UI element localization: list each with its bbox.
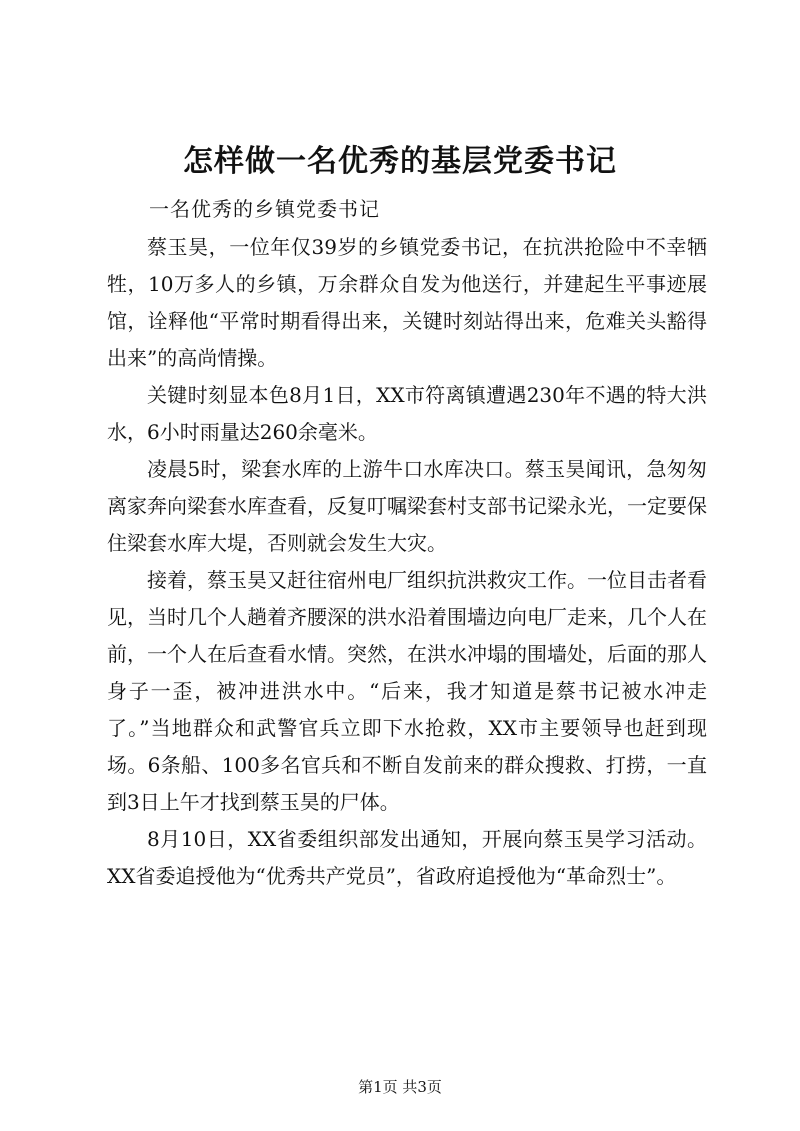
document-subtitle: 一名优秀的乡镇党委书记 bbox=[149, 197, 380, 221]
document-title: 怎样做一名优秀的基层党委书记 bbox=[183, 144, 617, 179]
page-footer: 第1页 共3页 bbox=[358, 1078, 442, 1096]
paragraph-2: 关键时刻显本色8月1日，XX市符离镇遭遇230年不遇的特大洪水，6小时雨量达260余毫米。 bbox=[107, 383, 707, 444]
paragraph-4: 接着，蔡玉昊又赶往宿州电厂组织抗洪救灾工作。一位目击者看见，当时几个人趟着齐腰深的洪水沿着围墙边向电厂走来，几个人在前，一个人在后查看水情。突然，在洪水冲塌的围墙处，后面的那人身子一歪，被冲进洪水中。“后来，我才知道是蔡书记被水冲走了。”当地群众和武警官兵立即下水抢救，XX市主要领导也赶到现场。6条船、100多名官兵和不断自发前来的群众搜救、打捞，一直到3日上午才找到蔡玉昊的尸体。 bbox=[107, 568, 707, 814]
paragraph-1: 蔡玉昊，一位年仅39岁的乡镇党委书记，在抗洪抢险中不幸牺牲，10万多人的乡镇，万余群众自发为他送行，并建起生平事迹展馆，诠释他“平常时期看得出来，关键时刻站得出来，危难关头豁得出来”的高尚情操。 bbox=[107, 235, 707, 370]
paragraph-5: 8月10日，XX省委组织部发出通知，开展向蔡玉昊学习活动。XX省委追授他为“优秀共产党员”，省政府追授他为“革命烈士”。 bbox=[107, 827, 707, 888]
paragraph-3: 凌晨5时，梁套水库的上游牛口水库决口。蔡玉昊闻讯，急匆匆离家奔向梁套水库查看，反复叮嘱梁套村支部书记梁永光，一定要保住梁套水库大堤，否则就会发生大灾。 bbox=[107, 457, 707, 555]
document-body bbox=[107, 229, 707, 895]
